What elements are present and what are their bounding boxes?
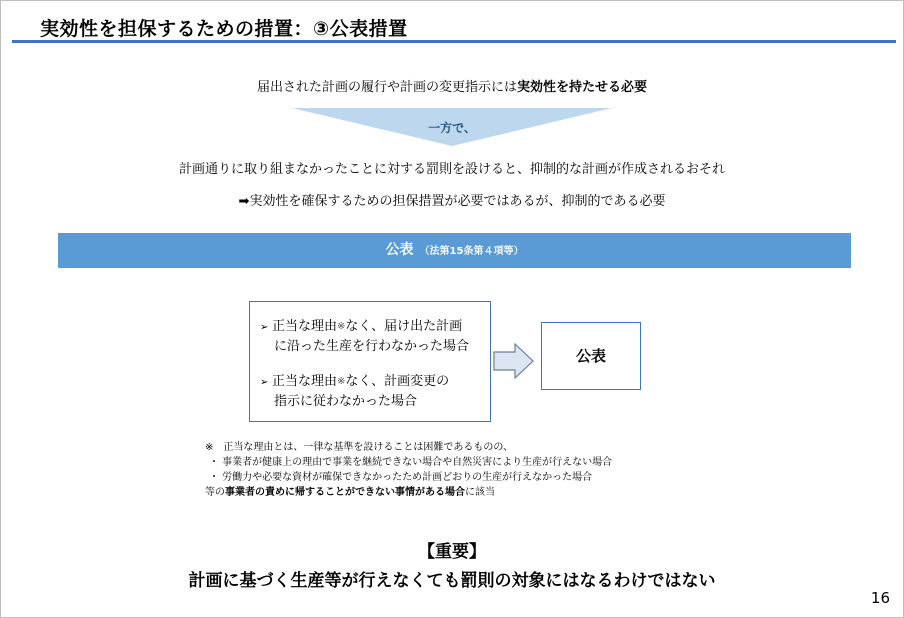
- intro-prefix: 届出された計画の履行や計画の変更指示には: [256, 80, 517, 95]
- important-text: 計画に基づく生産等が行えなくても罰則の対象にはなるわけではない: [188, 571, 716, 591]
- chevron-label: 一方で、: [428, 121, 476, 135]
- condition-line-1: [260, 317, 469, 337]
- footnote-emphasis: 事業者の責めに帰することができない事情がある場合: [225, 487, 465, 498]
- important-heading: 【重要】: [418, 542, 486, 562]
- condition-line-2: に沿った生産を行わなかった場合: [274, 339, 470, 354]
- publication-result-box: 公表: [541, 322, 641, 390]
- condition-text: 正当な理由: [272, 319, 338, 334]
- block-arrow-icon: [493, 343, 535, 379]
- conclusion-line: [0, 190, 904, 209]
- note-mark: ※: [337, 376, 346, 387]
- slide-title: 実効性を担保するための措置：③公表措置: [40, 18, 408, 40]
- note-mark: ※: [337, 321, 346, 332]
- footnote-text: に該当: [465, 487, 495, 498]
- condition-item: [260, 372, 449, 411]
- condition-line-1: [260, 372, 449, 392]
- banner-law-reference: （法第15条第４項等）: [419, 246, 524, 257]
- banner-label: 公表: [385, 242, 414, 258]
- concern-line: 計画通りに取り組まなかったことに対する罰則を設けると、抑制的な計画が作成されるおそれ: [178, 162, 725, 177]
- condition-text: なく、計画変更の: [345, 374, 450, 389]
- footnote-item: ・ 事業者が健康上の理由で事業を継続できない場合や自然災害により生産が行えない場合: [209, 457, 613, 468]
- footnote-last: [205, 485, 612, 500]
- footnote: [205, 440, 612, 500]
- footnote-intro: ※ 正当な理由とは、一律な基準を設けることは困難であるものの、: [205, 442, 513, 453]
- condition-line-2: 指示に従わなかった場合: [274, 394, 418, 409]
- footnote-text: 等の: [205, 487, 225, 498]
- conclusion-text: 実効性を確保するための担保措置が必要ではあるが、抑制的である必要: [249, 194, 666, 209]
- condition-item: [260, 317, 469, 356]
- right-arrow-icon: ➡: [238, 194, 250, 209]
- conditions-box: [249, 301, 491, 422]
- intro-emphasis: 実効性を持たせる必要: [517, 80, 648, 95]
- footnote-item: ・ 労働力や必要な資材が確保できなかったため計画どおりの生産が行えなかった場合: [209, 472, 593, 483]
- condition-text: なく、届け出た計画: [345, 319, 463, 334]
- condition-text: 正当な理由: [272, 374, 338, 389]
- page-number: 16: [870, 589, 890, 607]
- triangle-bullet-icon: ➢: [260, 322, 269, 333]
- triangle-bullet-icon: ➢: [260, 377, 269, 388]
- publication-banner: [58, 233, 851, 268]
- title-underline: [12, 40, 896, 43]
- intro-line: [0, 76, 904, 95]
